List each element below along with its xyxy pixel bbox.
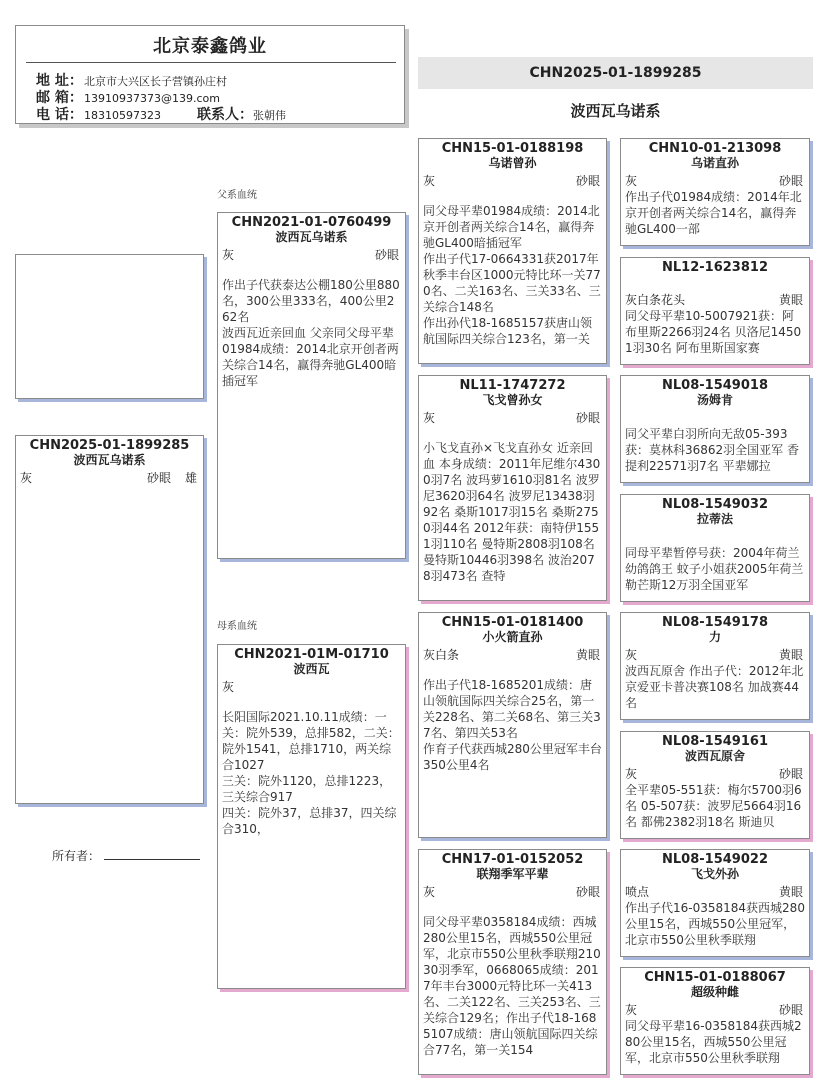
description: 同母平辈暂停号获：2004年荷兰幼鸽鸽王 蚊子小姐获2005年荷兰勒芒斯12万羽全国亚军 bbox=[625, 546, 804, 592]
strain-name: 超级种雌 bbox=[690, 985, 739, 999]
attributes bbox=[621, 527, 809, 545]
ring-number: NL08-1549022 bbox=[662, 852, 768, 867]
strain-name: 联翔季军平辈 bbox=[476, 867, 549, 881]
subject-card bbox=[15, 435, 204, 804]
great-grandparent-card-1 bbox=[620, 138, 810, 246]
address-label: 地 址： bbox=[36, 73, 83, 89]
description: 作出子代18-1685201成绩：唐山领航国际四关综合25名，第一关228名、第二关68名、第三关37名、第四关53名 作育子代获西城280公里冠军丰台350公里4名 bbox=[423, 678, 602, 772]
strain-name: 波西瓦乌诺系 bbox=[73, 453, 146, 467]
color: 灰 bbox=[625, 174, 638, 188]
color: 灰 bbox=[20, 471, 33, 485]
color: 灰白条花头 bbox=[625, 293, 686, 307]
color: 灰白条 bbox=[423, 648, 460, 662]
ring-number: NL08-1549178 bbox=[662, 615, 768, 630]
strain-name: 乌诺曾孙 bbox=[488, 156, 537, 170]
eye: 黄眼 bbox=[575, 648, 600, 662]
description: 同父母平辈0358184成绩：西城280公里15名，西城550公里冠军，北京市550公里秋季联翔21030羽季军，0668065成绩：2017年丰台3000元特比环一关413名、二关122名、三关253名、三关综合129名；作出子代18-1685107成绩：唐山领航国际四关综合77名，第一关154 bbox=[423, 915, 601, 1057]
maternal-grandsire-card bbox=[418, 612, 607, 838]
eye: 砂眼 bbox=[146, 471, 171, 485]
attributes bbox=[621, 645, 809, 663]
attributes bbox=[621, 1000, 809, 1018]
paternal-grandsire-card bbox=[418, 138, 607, 364]
contact-label: 联系人： bbox=[196, 107, 253, 123]
sex: 雄 bbox=[184, 471, 197, 485]
eye: 砂眼 bbox=[575, 411, 600, 425]
description: 作出子代01984成绩：2014年北京开创者两关综合14名，赢得奔驰GL400一部 bbox=[625, 190, 802, 236]
ring-number: CHN2021-01-0760499 bbox=[231, 215, 392, 230]
email-value: 13910937373@139.com bbox=[84, 92, 220, 105]
divider bbox=[26, 62, 396, 63]
color: 喷点 bbox=[625, 885, 650, 899]
great-grandparent-card-6 bbox=[620, 731, 810, 839]
attributes bbox=[621, 171, 809, 189]
color: 灰 bbox=[423, 411, 436, 425]
attributes bbox=[621, 290, 809, 308]
contact-value: 张朝伟 bbox=[252, 109, 286, 122]
attributes bbox=[218, 677, 405, 695]
great-grandparent-card-5 bbox=[620, 612, 810, 720]
strain-name: 波西瓦乌诺系 bbox=[275, 230, 348, 244]
color: 灰 bbox=[625, 767, 638, 781]
owner-blank-line bbox=[104, 850, 200, 860]
description: 作出子代16-0358184获西城280公里15名，西城550公里冠军，北京市550公里秋季联翔 bbox=[625, 901, 805, 947]
owner-row bbox=[52, 847, 200, 864]
subject-strain-header: 波西瓦乌诺系 bbox=[570, 102, 661, 120]
strain-name bbox=[621, 275, 809, 290]
owner-label: 所有者： bbox=[52, 849, 101, 863]
phone-label: 电 话： bbox=[36, 107, 83, 123]
email-label: 邮 箱： bbox=[36, 90, 83, 106]
eye: 黄眼 bbox=[778, 293, 803, 307]
sire-card bbox=[217, 212, 406, 559]
great-grandparent-card-3 bbox=[620, 375, 810, 483]
maternal-granddam-card bbox=[418, 849, 607, 1075]
strain-name: 乌诺直孙 bbox=[690, 156, 739, 170]
description: 同父母平辈01984成绩：2014北京开创者两关综合14名，赢得奔驰GL400暗插冠军 作出子代17-0664331获2017年秋季丰台区1000元特比环一关770名、二关163名、三关33名、三关综合148名 作出孙代18-1685157获唐山领航国际四关综合123名，第一关 bbox=[423, 204, 601, 346]
strain-name: 力 bbox=[708, 630, 721, 644]
great-grandparent-card-2 bbox=[620, 257, 810, 365]
dam-line-label: 母系血统 bbox=[217, 621, 257, 632]
attributes bbox=[419, 408, 606, 426]
description: 全平辈05-551获：梅尔5700羽6名 05-507获：波罗尼5664羽16名 都佛2382羽18名 斯迪贝 bbox=[625, 783, 802, 829]
eye: 砂眼 bbox=[778, 1003, 803, 1017]
eye: 砂眼 bbox=[778, 767, 803, 781]
attributes bbox=[419, 882, 606, 900]
great-grandparent-card-4 bbox=[620, 494, 810, 602]
ring-number: CHN15-01-0181400 bbox=[441, 615, 584, 630]
description: 波西瓦原舍 作出子代：2012年北京爱亚卡普决赛108名 加战赛44名 bbox=[625, 664, 804, 710]
attributes bbox=[16, 468, 203, 486]
description: 作出子代获泰达公棚180公里880名，300公里333名，400公里262名 波西瓦近亲回血 父亲同父母平辈01984成绩：2014北京开创者两关综合14名，赢得奔驰GL400暗插冠军 bbox=[222, 278, 400, 388]
phone-row bbox=[36, 104, 286, 124]
attributes bbox=[621, 882, 809, 900]
color: 灰 bbox=[423, 174, 436, 188]
color: 灰 bbox=[222, 680, 235, 694]
ring-number: NL08-1549032 bbox=[662, 497, 768, 512]
description: 同父母平辈16-0358184获西城280公里15名，西城550公里冠军，北京市550公里秋季联翔 bbox=[625, 1019, 802, 1065]
eye: 砂眼 bbox=[374, 248, 399, 262]
attributes bbox=[621, 408, 809, 426]
strain-name: 飞戈外孙 bbox=[690, 867, 739, 881]
phone-value: 18310597323 bbox=[84, 109, 161, 122]
ring-number: NL12-1623812 bbox=[662, 260, 768, 275]
attributes bbox=[419, 645, 606, 663]
ring-number: CHN15-01-0188067 bbox=[644, 970, 786, 985]
eye: 砂眼 bbox=[575, 885, 600, 899]
eye: 砂眼 bbox=[575, 174, 600, 188]
photo-placeholder bbox=[15, 254, 204, 399]
sire-line-label: 父系血统 bbox=[217, 190, 257, 201]
description: 同父平辈白羽所向无敌05-393获：莫林科36862羽全国亚军 香提利22571羽7名 平辈娜拉 bbox=[625, 427, 799, 473]
ring-number: NL11-1747272 bbox=[459, 378, 566, 393]
paternal-granddam-card bbox=[418, 375, 607, 601]
color: 灰 bbox=[423, 885, 436, 899]
great-grandparent-card-8 bbox=[620, 967, 810, 1075]
ring-number: CHN2025-01-1899285 bbox=[29, 438, 190, 453]
dam-card bbox=[217, 644, 406, 989]
ring-number: NL08-1549018 bbox=[662, 378, 768, 393]
color: 灰 bbox=[625, 648, 638, 662]
strain-name: 小火箭直孙 bbox=[482, 630, 543, 644]
subject-ring-header: CHN2025-01-1899285 bbox=[418, 57, 813, 89]
eye: 黄眼 bbox=[778, 885, 803, 899]
ring-number: CHN2021-01M-01710 bbox=[234, 647, 389, 662]
description: 小飞戈直孙×飞戈直孙女 近亲回血 本身成绩：2011年尼维尔4300羽7名 波玛萝1610羽81名 波罗尼3620羽64名 波罗尼13438羽92名 桑斯1017羽15名 桑斯2750羽44名 2012年获：南特伊1551羽110名 曼特斯2808羽108名 曼特斯10446羽398名 波治2078羽473名 查特 bbox=[423, 441, 601, 583]
eye: 砂眼 bbox=[778, 174, 803, 188]
attributes bbox=[621, 764, 809, 782]
strain-name: 波西瓦原舍 bbox=[684, 749, 745, 763]
color: 灰 bbox=[625, 1003, 638, 1017]
attributes bbox=[419, 171, 606, 189]
ring-number: NL08-1549161 bbox=[662, 734, 768, 749]
description: 长阳国际2021.10.11成绩：一关：院外539，总排582，二关：院外1541，总排1710，两关综合1027 三关：院外1120，总排1223，三关综合917 四关：院外37，总排37，四关综合310， bbox=[222, 710, 400, 836]
ring-number: CHN15-01-0188198 bbox=[441, 141, 584, 156]
attributes bbox=[218, 245, 405, 263]
eye: 黄眼 bbox=[778, 648, 803, 662]
strain-name: 飞戈曾孙女 bbox=[482, 393, 543, 407]
great-grandparent-card-7 bbox=[620, 849, 810, 957]
strain-name: 波西瓦 bbox=[293, 662, 330, 676]
address-value: 北京市大兴区长子营镇孙庄村 bbox=[84, 75, 227, 88]
farm-name: 北京泰鑫鸽业 bbox=[153, 36, 267, 57]
farm-info-panel bbox=[15, 25, 405, 124]
strain-name: 拉蒂法 bbox=[696, 512, 733, 526]
ring-number: CHN17-01-0152052 bbox=[441, 852, 584, 867]
strain-name: 汤姆肯 bbox=[696, 393, 733, 407]
description: 同父母平辈10-5007921获：阿布里斯2266羽24名 贝洛尼14501羽30名 阿布里斯国家赛 bbox=[625, 309, 802, 355]
ring-number: CHN10-01-213098 bbox=[648, 141, 782, 156]
color: 灰 bbox=[222, 248, 235, 262]
